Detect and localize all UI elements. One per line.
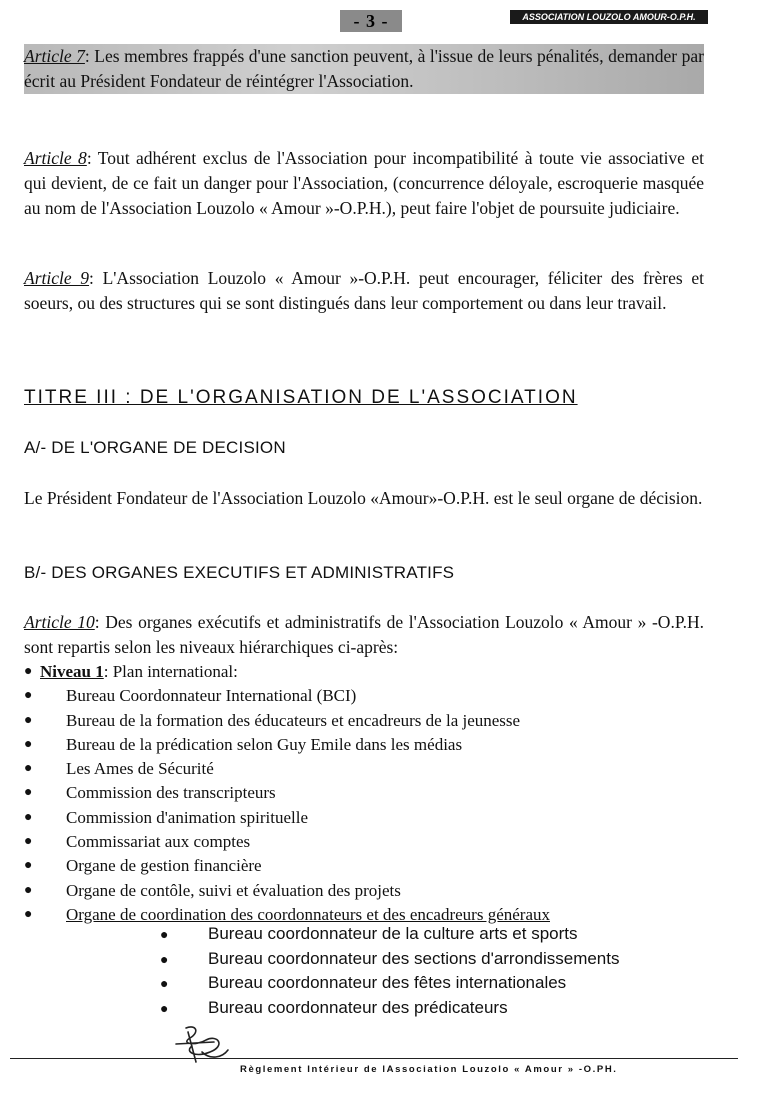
title-iii: TITRE III : DE L'ORGANISATION DE L'ASSOCIATION xyxy=(24,387,578,408)
sublist-item: ● Bureau coordonnateur des sections d'arrondissements xyxy=(24,947,744,972)
article-7 xyxy=(24,44,704,94)
bullet-icon: ● xyxy=(24,761,33,777)
bullet-icon: ● xyxy=(24,834,33,850)
list-item: ● Commission d'animation spirituelle xyxy=(24,806,744,830)
coordination-sublist xyxy=(24,922,744,1020)
bullet-icon: ● xyxy=(24,809,33,825)
sublist-item: ● Bureau coordonnateur de la culture arts et sports xyxy=(24,922,744,947)
signature-mark xyxy=(166,1022,236,1070)
footer-text: Règlement Intérieur de lAssociation Louzolo « Amour » -O.PH. xyxy=(240,1064,618,1075)
bullet-icon: ● xyxy=(160,926,169,942)
bullet-icon: ● xyxy=(160,999,169,1016)
article-9 xyxy=(24,266,704,316)
bullet-icon: ● xyxy=(24,785,33,801)
level-1-label: Niveau 1 xyxy=(40,662,104,681)
bullet-icon: ● xyxy=(24,736,33,752)
list-item: ● Les Ames de Sécurité xyxy=(24,757,744,781)
level-1-heading xyxy=(24,660,744,684)
bullet-icon: ● xyxy=(24,664,33,679)
list-item: ● Organe de contôle, suivi et évaluation des projets xyxy=(24,879,744,903)
page-number: - 3 - xyxy=(340,10,402,32)
list-item: ● Bureau de la prédication selon Guy Emile dans les médias xyxy=(24,733,744,757)
section-a-heading: A/- DE L'ORGANE DE DECISION xyxy=(24,438,286,457)
list-item: ● Bureau de la formation des éducateurs et encadreurs de la jeunesse xyxy=(24,709,744,733)
bullet-icon: ● xyxy=(160,975,169,992)
article-7-text: : Les membres frappés d'une sanction peuvent, à l'issue de leurs pénalités, demander par écrit au Président Fondateur de réintégrer l'Association. xyxy=(24,46,705,91)
list-item: ● Organe de gestion financière xyxy=(24,854,744,878)
article-9-label: Article 9 xyxy=(24,268,90,288)
section-a-text: Le Président Fondateur de l'Association Louzolo «Amour»-O.P.H. est le seul organe de décision. xyxy=(24,488,703,508)
article-10 xyxy=(24,610,704,660)
bullet-icon: ● xyxy=(24,688,33,704)
article-8-label: Article 8 xyxy=(24,148,87,168)
bullet-icon: ● xyxy=(24,906,33,922)
bullet-icon: ● xyxy=(24,882,33,898)
bullet-icon: ● xyxy=(160,950,169,967)
bullet-icon: ● xyxy=(24,712,33,728)
running-header: ASSOCIATION LOUZOLO AMOUR-O.P.H. xyxy=(510,10,708,24)
bullet-icon: ● xyxy=(24,858,33,874)
list-item-coordination: ● Organe de coordination des coordonnateurs et des encadreurs généraux xyxy=(24,903,744,927)
article-9-text: : L'Association Louzolo « Amour »-O.P.H. peut encourager, féliciter des frères et soeurs, ou des structures qui se sont distingués dans leur comportement ou dans leur travail. xyxy=(24,268,704,313)
sublist-item: ● Bureau coordonnateur des prédicateurs xyxy=(24,996,744,1021)
article-7-label: Article 7 xyxy=(24,46,85,66)
article-8 xyxy=(24,146,704,221)
section-b-heading: B/- DES ORGANES EXECUTIFS ET ADMINISTRATIFS xyxy=(24,563,455,582)
list-item: ● Bureau Coordonnateur International (BCI) xyxy=(24,684,744,708)
list-item: ● Commission des transcripteurs xyxy=(24,781,744,805)
sublist-item: ● Bureau coordonnateur des fêtes internationales xyxy=(24,971,744,996)
level-1-text: : Plan international: xyxy=(103,662,238,681)
level-1-list xyxy=(24,660,744,927)
footer-rule xyxy=(10,1058,738,1059)
article-8-text: : Tout adhérent exclus de l'Association pour incompatibilité à toute vie associative et qui devient, de ce fait un danger pour l'Association, (concurrence déloyale, escroquerie masquée au nom de l'Association Louzolo « Amour »-O.P.H.), peut faire l'objet de poursuite judiciaire. xyxy=(24,148,705,218)
list-item: ● Commissariat aux comptes xyxy=(24,830,744,854)
article-10-label: Article 10 xyxy=(24,612,95,632)
article-10-text: : Des organes exécutifs et administratifs de l'Association Louzolo « Amour » -O.P.H. sont repartis selon les niveaux hiérarchiques ci-après: xyxy=(24,612,705,657)
